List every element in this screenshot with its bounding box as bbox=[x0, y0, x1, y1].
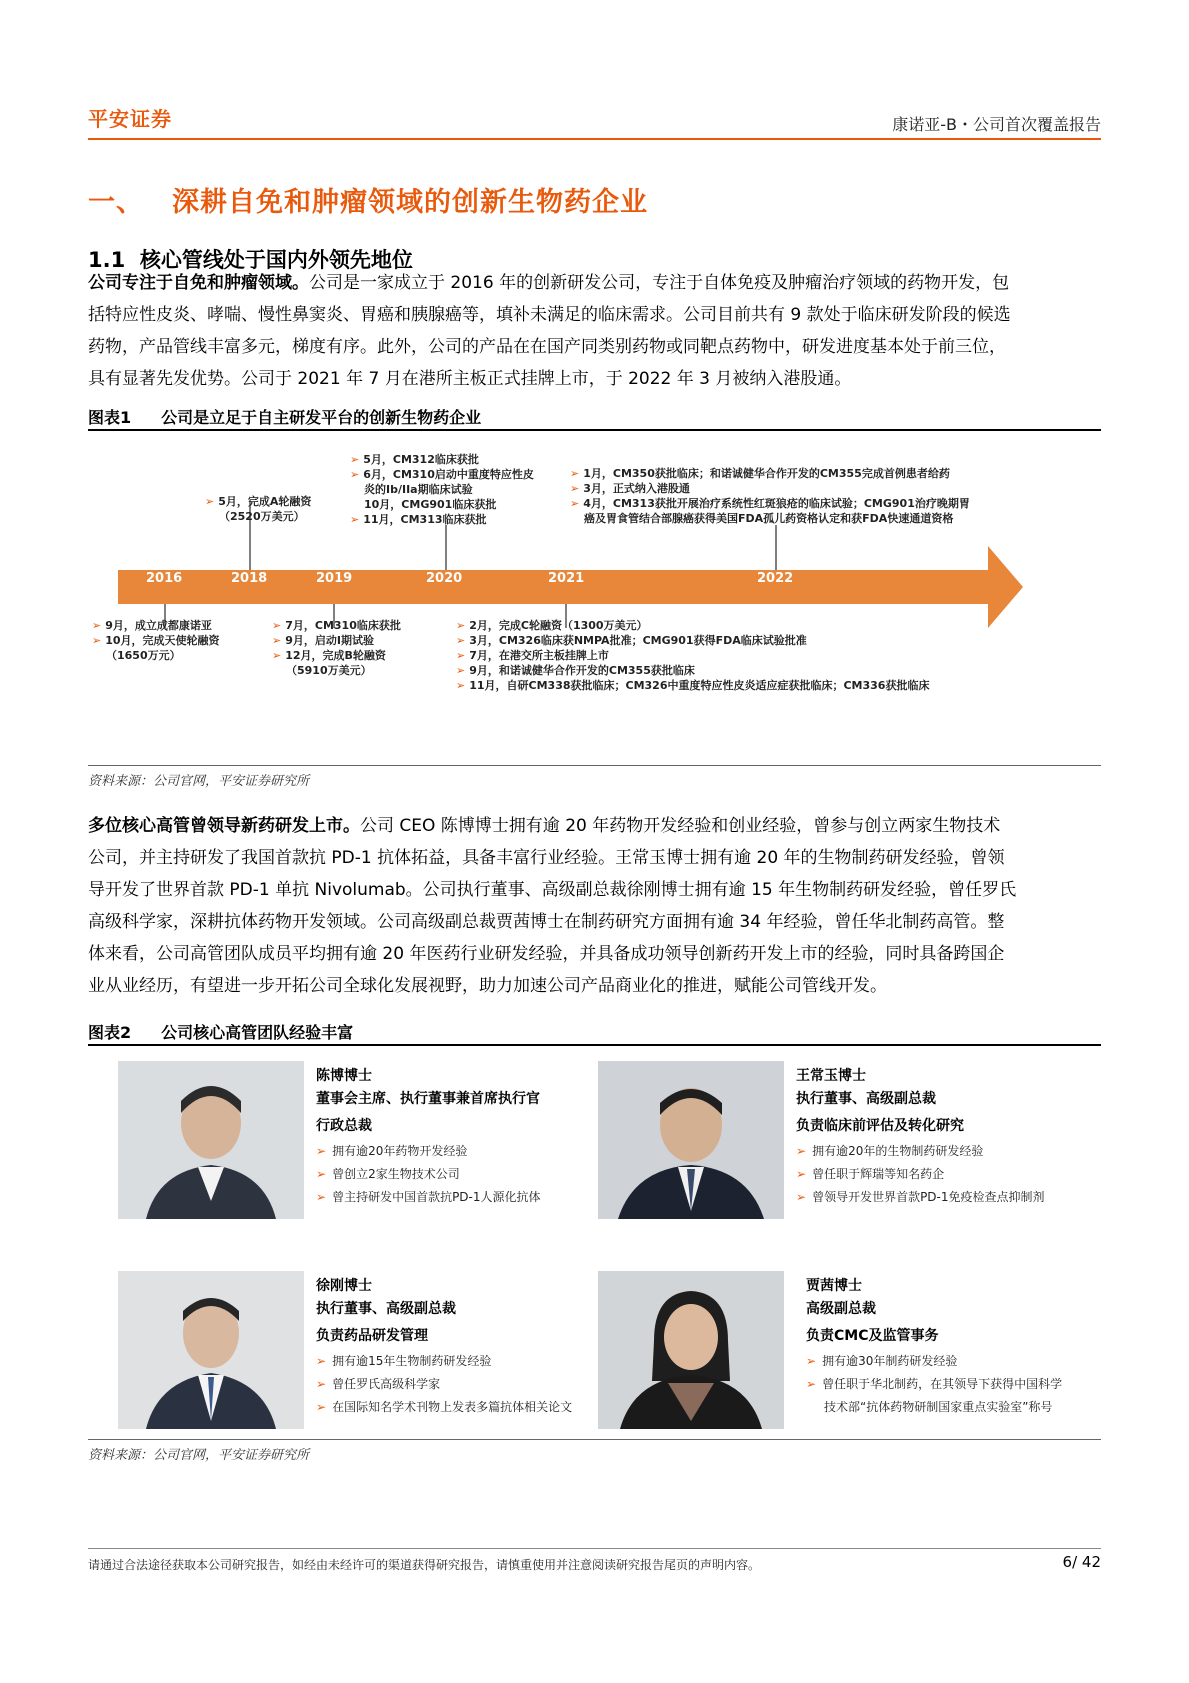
exec-bullet bbox=[796, 1140, 1045, 1163]
exec-card-wang bbox=[796, 1066, 1045, 1209]
para-line bbox=[88, 810, 1106, 842]
exec-card-xu bbox=[316, 1276, 572, 1419]
exec-role: 负责临床前评估及转化研究 bbox=[796, 1118, 964, 1134]
event-2022 bbox=[570, 466, 970, 526]
exec-role: 董事会主席、执行董事兼首席执行官 bbox=[316, 1091, 540, 1107]
event-2019 bbox=[272, 618, 401, 678]
figure1-caption: 公司是立足于自主研发平台的创新生物药企业 bbox=[161, 408, 482, 427]
exec-name: 王常玉博士 bbox=[796, 1068, 866, 1084]
arrow-bullet-icon: ➢ bbox=[316, 1400, 327, 1414]
exec-bullet bbox=[806, 1373, 1062, 1396]
event-line bbox=[205, 494, 311, 509]
arrow-bullet-icon: ➢ bbox=[456, 634, 466, 647]
event-line: （2520万美元） bbox=[219, 510, 305, 523]
event-line bbox=[456, 663, 929, 678]
arrow-bullet-icon: ➢ bbox=[350, 513, 360, 526]
event-text: 7月，在港交所主板挂牌上市 bbox=[469, 649, 609, 662]
exec-bullet bbox=[316, 1163, 541, 1186]
para-line: 公司，并主持研发了我国首款抗 PD-1 抗体拓益，具备丰富行业经验。王常玉博士拥有逾 20 年的生物制药研发经验，曾领 bbox=[88, 848, 1005, 868]
exec-photo-jia bbox=[598, 1271, 784, 1429]
exec-bullet-continuation: 技术部“抗体药物研制国家重点实验室”称号 bbox=[824, 1400, 1053, 1414]
arrow-bullet-icon: ➢ bbox=[92, 619, 102, 632]
para-line bbox=[88, 267, 1106, 299]
subsection-number: 1.1 bbox=[88, 248, 126, 272]
exec-card-chen bbox=[316, 1066, 541, 1209]
arrow-bullet-icon: ➢ bbox=[806, 1377, 817, 1391]
event-text: 12月，完成B轮融资 bbox=[285, 649, 386, 662]
arrow-bullet-icon: ➢ bbox=[272, 619, 282, 632]
event-text: 9月，和诺诚健华合作开发的CM355获批临床 bbox=[469, 664, 695, 677]
header-divider bbox=[88, 138, 1101, 140]
event-line bbox=[456, 678, 929, 693]
event-text: 11月，自研CM338获批临床；CM326中重度特应性皮炎适应症获批临床；CM336获批临床 bbox=[469, 679, 930, 692]
exec-bullet-text: 拥有逾20年药物开发经验 bbox=[332, 1144, 468, 1158]
event-2021 bbox=[456, 618, 929, 693]
event-text: 3月，CM326临床获NMPA批准；CMG901获得FDA临床试验批准 bbox=[469, 634, 807, 647]
section-number: 一、 bbox=[88, 187, 144, 218]
subsection-title: 核心管线处于国内外领先地位 bbox=[139, 248, 413, 272]
exec-bullet-text: 曾任罗氏高级科学家 bbox=[332, 1377, 441, 1391]
figure2-source: 资料来源：公司官网，平安证券研究所 bbox=[88, 1439, 1101, 1463]
exec-role: 执行董事、高级副总裁 bbox=[316, 1301, 456, 1317]
exec-bullet bbox=[316, 1373, 572, 1396]
event-line bbox=[272, 648, 401, 663]
exec-bullet bbox=[796, 1186, 1045, 1209]
arrow-bullet-icon: ➢ bbox=[316, 1377, 327, 1391]
para-lead: 多位核心高管曾领导新药研发上市。 bbox=[88, 816, 360, 836]
exec-name: 贾茜博士 bbox=[806, 1278, 862, 1294]
report-title: 康诺亚-B・公司首次覆盖报告 bbox=[892, 115, 1101, 134]
year-2021: 2021 bbox=[548, 571, 585, 586]
arrow-bullet-icon: ➢ bbox=[796, 1167, 807, 1181]
year-2016: 2016 bbox=[146, 571, 183, 586]
arrow-bullet-icon: ➢ bbox=[570, 482, 580, 495]
para-line: 具有显著先发优势。公司于 2021 年 7 月在港所主板正式挂牌上市，于 2022 年 3 月被纳入港股通。 bbox=[88, 369, 852, 389]
exec-photo-xu bbox=[118, 1271, 304, 1429]
exec-bullet-text: 拥有逾30年制药研发经验 bbox=[822, 1354, 958, 1368]
section-title: 深耕自免和肿瘤领域的创新生物药企业 bbox=[172, 187, 648, 218]
arrow-bullet-icon: ➢ bbox=[570, 497, 580, 510]
figure1-number: 图表1 bbox=[88, 408, 132, 427]
arrow-bullet-icon: ➢ bbox=[570, 467, 580, 480]
year-2020: 2020 bbox=[426, 571, 463, 586]
exec-name: 徐刚博士 bbox=[316, 1278, 372, 1294]
arrow-bullet-icon: ➢ bbox=[205, 495, 215, 508]
event-2018 bbox=[205, 494, 311, 524]
arrow-bullet-icon: ➢ bbox=[456, 679, 466, 692]
event-line bbox=[350, 452, 534, 467]
event-line bbox=[350, 467, 534, 482]
arrow-bullet-icon: ➢ bbox=[316, 1190, 327, 1204]
event-text: 7月，CM310临床获批 bbox=[285, 619, 401, 632]
event-text: 2月，完成C轮融资（1300万美元） bbox=[469, 619, 648, 632]
paragraph-executives bbox=[88, 810, 1106, 1002]
para-line: 括特应性皮炎、哮喘、慢性鼻窦炎、胃癌和胰腺癌等，填补未满足的临床需求。公司目前共有 9 款处于临床研发阶段的候选 bbox=[88, 305, 1011, 325]
arrow-bullet-icon: ➢ bbox=[350, 453, 360, 466]
event-line bbox=[350, 512, 534, 527]
event-line bbox=[570, 496, 970, 511]
event-text: 1月，CM350获批临床；和诺诚健华合作开发的CM355完成首例患者给药 bbox=[583, 467, 950, 480]
para-line: 高级科学家，深耕抗体药物开发领域。公司高级副总裁贾茜博士在制药研究方面拥有逾 34 年经验，曾任华北制药高管。整 bbox=[88, 912, 1005, 932]
figure1-source: 资料来源：公司官网，平安证券研究所 bbox=[88, 765, 1101, 789]
exec-bullet bbox=[806, 1350, 1062, 1373]
exec-bullet-text: 曾创立2家生物技术公司 bbox=[332, 1167, 460, 1181]
event-line: 癌及胃食管结合部腺癌获得美国FDA孤儿药资格认定和获FDA快速通道资格 bbox=[584, 512, 954, 525]
event-line bbox=[570, 466, 970, 481]
event-line bbox=[272, 618, 401, 633]
para-line: 药物，产品管线丰富多元，梯度有序。此外，公司的产品在在国产同类别药物或同靶点药物中，研发进度基本处于前三位， bbox=[88, 337, 1006, 357]
event-text: 9月，启动I期试验 bbox=[285, 634, 374, 647]
exec-bullet bbox=[796, 1163, 1045, 1186]
event-text: 11月，CM313临床获批 bbox=[363, 513, 487, 526]
footer-divider bbox=[88, 1548, 1101, 1549]
arrow-bullet-icon: ➢ bbox=[272, 649, 282, 662]
event-line: （1650万元） bbox=[106, 649, 181, 662]
exec-bullet bbox=[316, 1140, 541, 1163]
event-line bbox=[272, 633, 401, 648]
arrow-bullet-icon: ➢ bbox=[456, 664, 466, 677]
event-line: （5910万美元） bbox=[286, 664, 372, 677]
arrow-bullet-icon: ➢ bbox=[796, 1144, 807, 1158]
arrow-bullet-icon: ➢ bbox=[456, 649, 466, 662]
year-2018: 2018 bbox=[231, 571, 268, 586]
arrow-bullet-icon: ➢ bbox=[796, 1190, 807, 1204]
event-text: 9月，成立成都康诺亚 bbox=[105, 619, 212, 632]
exec-bullet bbox=[316, 1396, 572, 1419]
arrow-bullet-icon: ➢ bbox=[316, 1167, 327, 1181]
exec-role: 执行董事、高级副总裁 bbox=[796, 1091, 936, 1107]
exec-photo-wang bbox=[598, 1061, 784, 1219]
arrow-bullet-icon: ➢ bbox=[92, 634, 102, 647]
arrow-bullet-icon: ➢ bbox=[350, 468, 360, 481]
arrow-bullet-icon: ➢ bbox=[316, 1354, 327, 1368]
event-line: 10月，CMG901临床获批 bbox=[364, 498, 497, 511]
timeline-arrow bbox=[118, 546, 1023, 628]
exec-bullet-text: 曾任职于辉瑞等知名药企 bbox=[812, 1167, 945, 1181]
exec-bullet-text: 曾任职于华北制药，在其领导下获得中国科学 bbox=[822, 1377, 1063, 1391]
event-2016 bbox=[92, 618, 220, 663]
arrow-bullet-icon: ➢ bbox=[316, 1144, 327, 1158]
event-line bbox=[92, 618, 220, 633]
para-line: 体来看，公司高管团队成员平均拥有逾 20 年医药行业研发经验，并具备成功领导创新药开发上市的经验，同时具备跨国企 bbox=[88, 944, 1005, 964]
para-text: 公司 CEO 陈博博士拥有逾 20 年药物开发经验和创业经验，曾参与创立两家生物技术 bbox=[360, 816, 1001, 836]
event-line: 炎的Ib/IIa期临床试验 bbox=[364, 483, 473, 496]
exec-role: 高级副总裁 bbox=[806, 1301, 876, 1317]
event-line bbox=[456, 633, 929, 648]
event-line bbox=[570, 481, 970, 496]
exec-bullet bbox=[316, 1350, 572, 1373]
paragraph-intro bbox=[88, 267, 1106, 395]
brand-logo: 平安证券 bbox=[88, 107, 172, 131]
event-line bbox=[92, 633, 220, 648]
year-2019: 2019 bbox=[316, 571, 353, 586]
year-2022: 2022 bbox=[757, 571, 794, 586]
event-text: 5月，完成A轮融资 bbox=[218, 495, 312, 508]
footer-disclaimer: 请通过合法途径获取本公司研究报告，如经由未经许可的渠道获得研究报告，请慎重使用并注意阅读研究报告尾页的声明内容。 bbox=[88, 1558, 761, 1572]
event-line bbox=[456, 648, 929, 663]
figure2-title bbox=[88, 1020, 1101, 1046]
para-line: 业从业经历，有望进一步开拓公司全球化发展视野，助力加速公司产品商业化的推进，赋能公司管线开发。 bbox=[88, 976, 887, 996]
figure2-caption: 公司核心高管团队经验丰富 bbox=[161, 1023, 354, 1042]
para-text: 公司是一家成立于 2016 年的创新研发公司，专注于自体免疫及肿瘤治疗领域的药物开发，包 bbox=[309, 273, 1010, 293]
exec-name: 陈博博士 bbox=[316, 1068, 372, 1084]
arrow-bullet-icon: ➢ bbox=[806, 1354, 817, 1368]
figure2-number: 图表2 bbox=[88, 1023, 132, 1042]
exec-bullet-text: 曾领导开发世界首款PD-1免疫检查点抑制剂 bbox=[812, 1190, 1045, 1204]
event-text: 4月，CM313获批开展治疗系统性红斑狼疮的临床试验；CMG901治疗晚期胃 bbox=[583, 497, 970, 510]
exec-bullet-text: 拥有逾20年的生物制药研发经验 bbox=[812, 1144, 984, 1158]
exec-bullet bbox=[316, 1186, 541, 1209]
exec-role: 负责药品研发管理 bbox=[316, 1328, 428, 1344]
exec-photo-chen bbox=[118, 1061, 304, 1219]
event-text: 6月，CM310启动中重度特应性皮 bbox=[363, 468, 534, 481]
event-text: 5月，CM312临床获批 bbox=[363, 453, 479, 466]
page-number: 6/ 42 bbox=[1062, 1553, 1101, 1571]
exec-role: 负责CMC及监管事务 bbox=[806, 1328, 939, 1344]
para-lead: 公司专注于自免和肿瘤领域。 bbox=[88, 273, 309, 293]
arrow-bullet-icon: ➢ bbox=[272, 634, 282, 647]
exec-bullet-text: 在国际知名学术刊物上发表多篇抗体相关论文 bbox=[332, 1400, 573, 1414]
arrow-bullet-icon: ➢ bbox=[456, 619, 466, 632]
para-line: 导开发了世界首款 PD-1 单抗 Nivolumab。公司执行董事、高级副总裁徐刚博士拥有逾 15 年生物制药研发经验，曾任罗氏 bbox=[88, 880, 1017, 900]
event-2020 bbox=[350, 452, 534, 527]
event-text: 10月，完成天使轮融资 bbox=[105, 634, 220, 647]
section-heading bbox=[88, 180, 648, 219]
exec-bullet-text: 曾主持研发中国首款抗PD-1人源化抗体 bbox=[332, 1190, 541, 1204]
event-text: 3月，正式纳入港股通 bbox=[583, 482, 690, 495]
figure1-title bbox=[88, 405, 1101, 431]
exec-card-jia bbox=[806, 1276, 1062, 1419]
event-line bbox=[456, 618, 929, 633]
exec-role: 行政总裁 bbox=[316, 1118, 372, 1134]
exec-bullet-text: 拥有逾15年生物制药研发经验 bbox=[332, 1354, 492, 1368]
timeline-chart bbox=[88, 440, 1101, 710]
